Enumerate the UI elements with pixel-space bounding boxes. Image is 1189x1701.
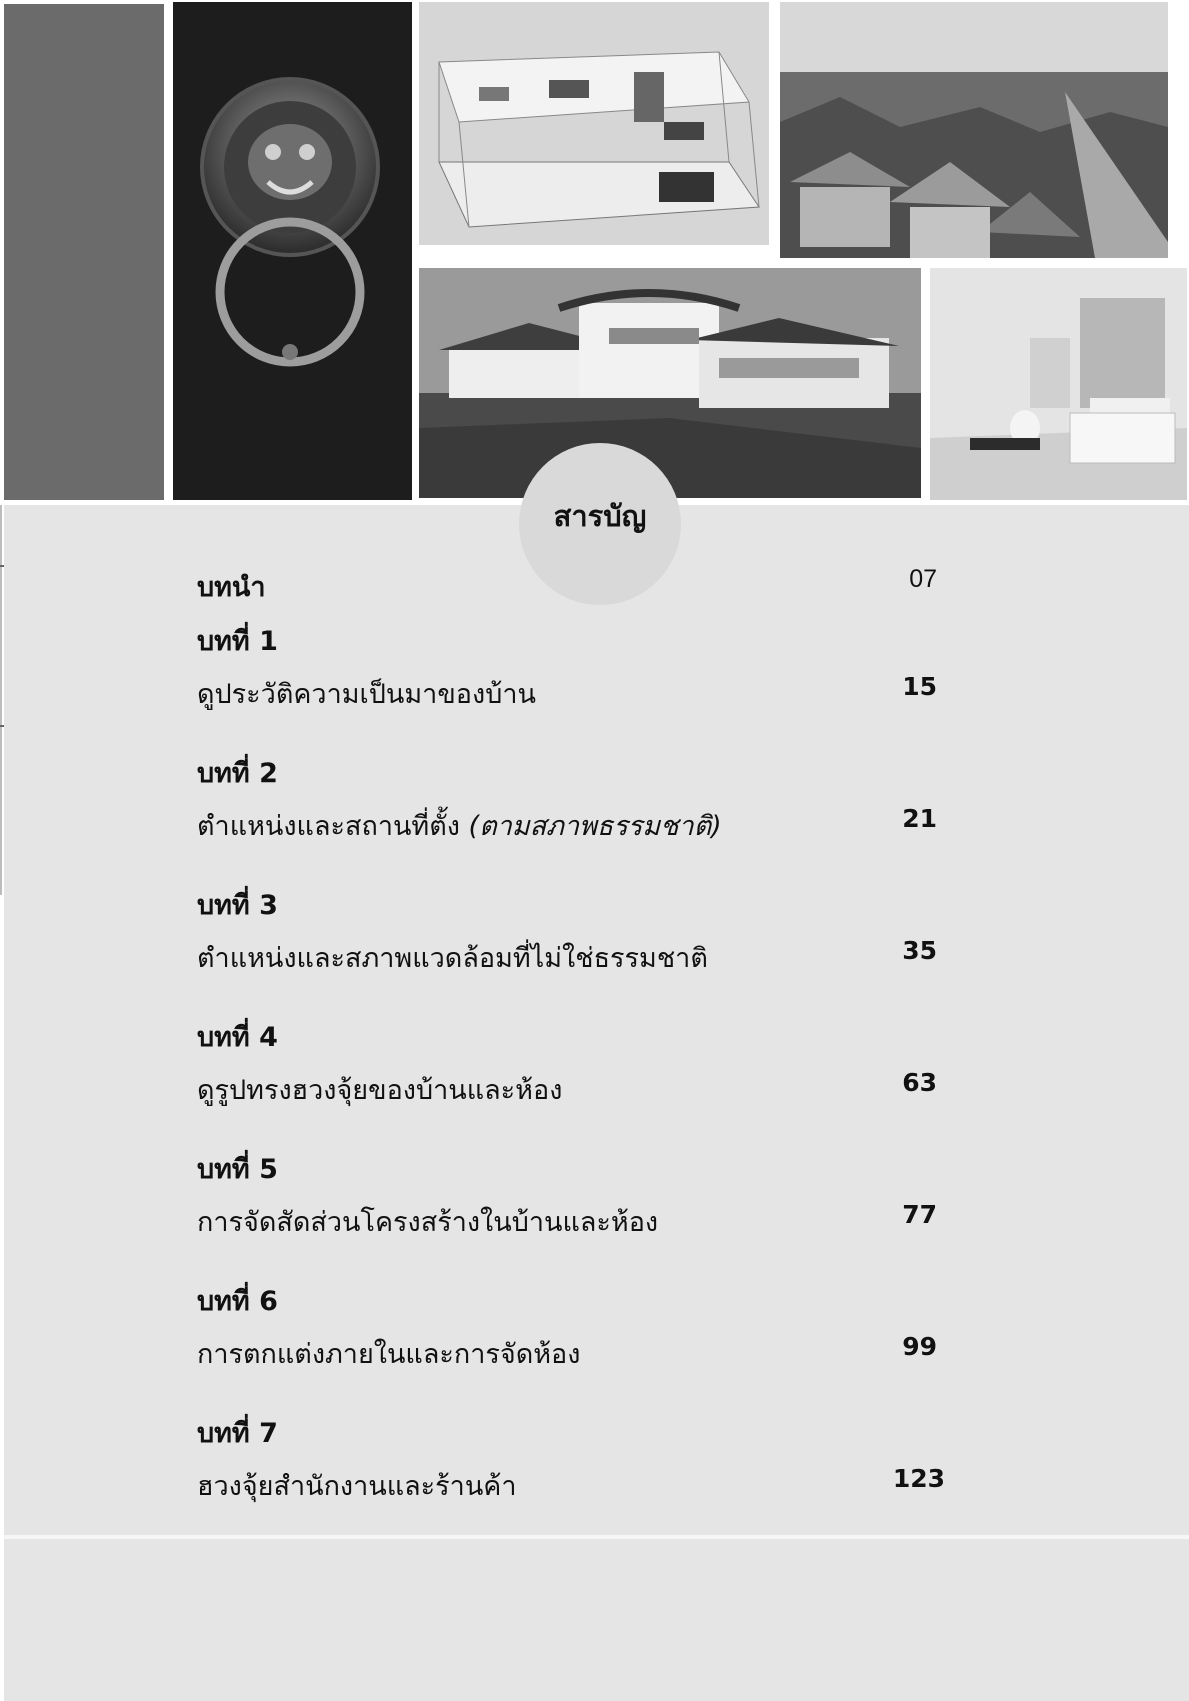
toc-heading: บทที่ 7 [197,1418,278,1449]
toc-chapter-title: ฮวงจุ้ยสำนักงานและร้านค้า [197,1471,517,1502]
city-rooftops-photo [780,2,1168,258]
toc-page-number: 123 [892,1464,945,1493]
toc-heading: บทที่ 3 [197,890,278,921]
toc-page-number: 15 [902,672,937,701]
toc-title-badge [519,443,681,605]
modern-villa-photo [419,268,921,498]
toc-heading: บทที่ 6 [197,1286,278,1317]
toc-chapter-title [197,804,722,847]
toc-panel [4,505,1189,1701]
toc-title: สารบัญ [553,499,647,533]
toc-chapter-title: ดูประวัติความเป็นมาของบ้าน [197,679,536,710]
toc-chapter-title-main: ตำแหน่งและสถานที่ตั้ง [197,811,460,842]
page-edge-marks [0,505,4,895]
toc-chapter-title-note: (ตามสภาพธรรมชาติ) [468,811,722,842]
toc-page-number: 35 [902,936,937,965]
toc-chapter-title: การจัดสัดส่วนโครงสร้างในบ้านและห้อง [197,1207,659,1238]
toc-heading: บทที่ 5 [197,1154,278,1185]
toc-page-number: 77 [902,1200,937,1229]
toc-divider [4,1535,1189,1539]
toc-chapter-title: ตำแหน่งและสภาพแวดล้อมที่ไม่ใช่ธรรมชาติ [197,943,708,974]
toc-page-number: 63 [902,1068,937,1097]
toc-chapter-title: การตกแต่งภายในและการจัดห้อง [197,1339,581,1370]
toc-chapter-title: ดูรูปทรงฮวงจุ้ยของบ้านและห้อง [197,1075,563,1106]
bedroom-interior-photo [930,268,1187,500]
toc-page-number: 99 [902,1332,937,1361]
toc-heading: บทที่ 2 [197,758,278,789]
gray-band [4,4,164,500]
toc-page-number: 07 [909,565,937,593]
toc-heading: บทที่ 4 [197,1022,278,1053]
toc-heading: บทที่ 1 [197,626,278,657]
house-cutaway-render [419,2,769,245]
door-knocker-photo [173,2,412,500]
toc-heading: บทนำ [197,572,266,603]
toc-page-number: 21 [902,804,937,833]
